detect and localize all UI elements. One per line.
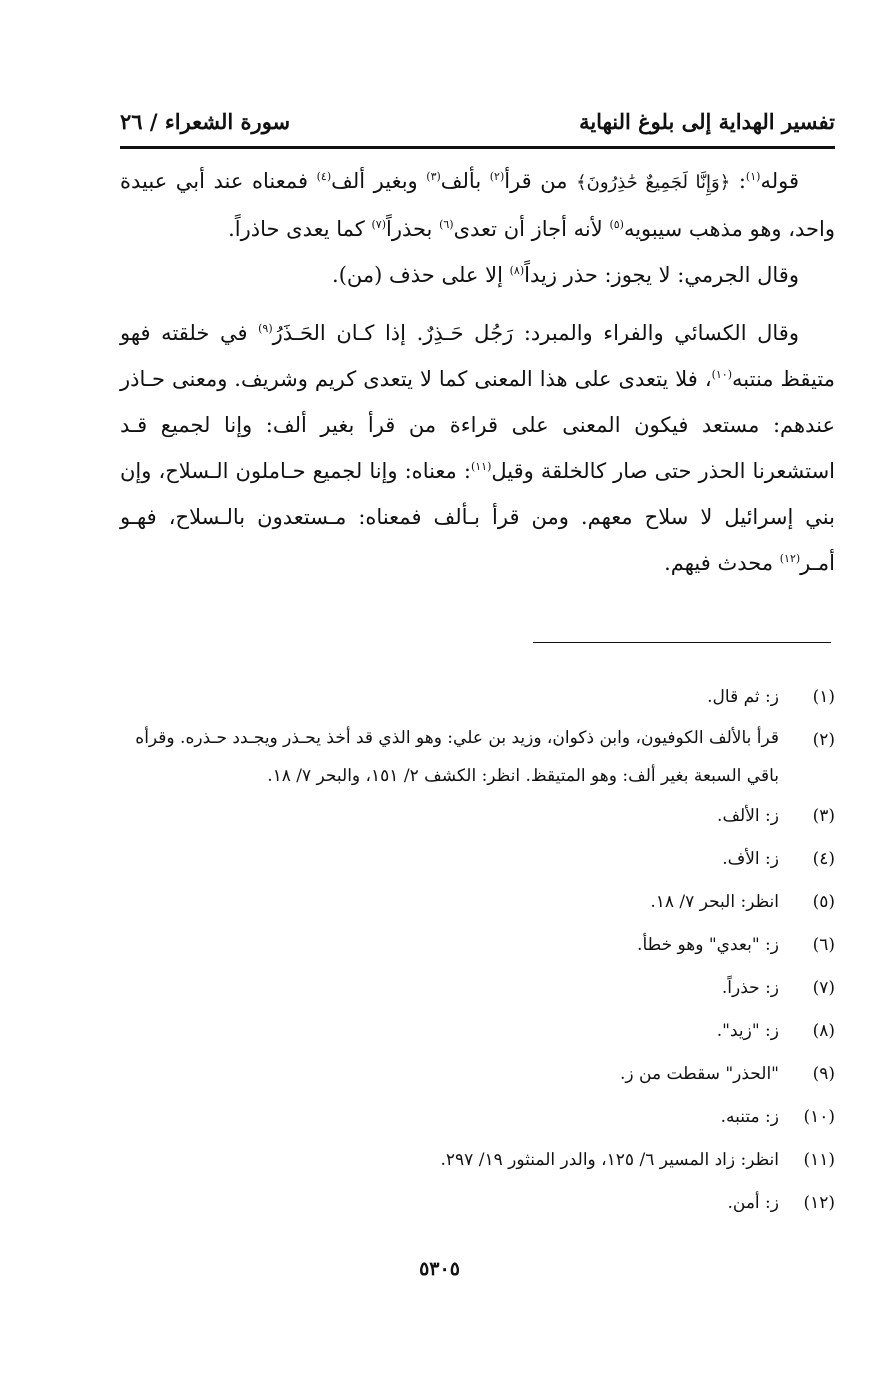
footnote-number: (٩) (812, 1064, 835, 1084)
surah-label: سورة الشعراء / ٢٦ (120, 108, 291, 134)
footnote-ref-6[interactable]: (٦) (439, 218, 454, 231)
footnote-number: (٧) (812, 978, 835, 998)
footnote-item (120, 881, 835, 924)
footnote-ref-11[interactable]: (١١) (470, 460, 492, 473)
footnote-text: انظر: زاد المسير ٦/ ١٢٥، والدر المنثور ١٩/ ٢٩٧. (440, 1150, 779, 1170)
footnotes (120, 676, 835, 1225)
header-rule (120, 146, 835, 149)
footnote-text: انظر: البحر ٧/ ١٨. (650, 892, 779, 912)
book-title: تفسير الهداية إلى بلوغ النهاية (579, 108, 835, 134)
paragraph-1: قوله$^{(١)}$: ﴿وَإِنَّا لَجَمِيعٌ حَٰذِرُونَ﴾ من قرأ$^{(٢)}$ بألف$^{(٣)}$ وبغير ألف$^{(٤)}$ فمعناه عند أبي عبيدة واحد، وهو مذهب سيبويه$^{(٥)}$ لأنه أجاز أن تعدى$^{(٦)}$ بحذراً$^{(٧)}$ كما يعدى حاذراً. (120, 169, 835, 241)
footnote-text: قرأ بالألف الكوفيون، وابن ذكوان، وزيد بن علي: وهو الذي قد أخذ يحـذر ويجـدد حـذره. وقرأه باقي السبعة بغير ألف: وهو المتيقظ. انظر: الكشف ٢/ ١٥١، والبحر ٧/ ١٨. (135, 728, 779, 786)
footnote-text: "الحذر" سقطت من ز. (619, 1064, 779, 1084)
footnote-item (120, 838, 835, 881)
footnote-number: (٢) (812, 730, 835, 750)
footnote-ref-5[interactable]: (٥) (609, 218, 624, 231)
footnote-ref-2[interactable]: (٢) (489, 170, 505, 183)
footnote-item (120, 1010, 835, 1053)
footnote-number: (١٠) (803, 1107, 835, 1127)
footnote-number: (١١) (803, 1150, 835, 1170)
quran-verse: ﴿وَإِنَّا لَجَمِيعٌ حَٰذِرُونَ﴾ (576, 172, 731, 193)
footnote-text: ز: "زيد". (716, 1021, 779, 1041)
paragraph-2: وقال الجرمي: لا يجوز: حذر زيداً$^{(٨)}$ إلا على حذف (من). (332, 263, 799, 287)
footnote-text: ز: "بعدي" وهو خطأ. (637, 935, 779, 955)
footnote-separator (533, 642, 831, 643)
footnote-number: (٥) (812, 892, 835, 912)
footnote-item (120, 795, 835, 838)
footnote-text: ز: أمن. (727, 1193, 779, 1213)
footnote-item (120, 1096, 835, 1139)
footnote-number: (٤) (812, 849, 835, 869)
footnote-ref-10[interactable]: (١٠) (711, 368, 733, 381)
footnote-text: ز: حذراً. (721, 978, 779, 998)
footnote-ref-9[interactable]: (٩) (258, 322, 273, 335)
footnote-number: (٣) (812, 806, 835, 826)
footnote-text: ز: الأف. (722, 849, 779, 869)
footnote-ref-12[interactable]: (١٢) (779, 552, 801, 565)
footnote-ref-3[interactable]: (٣) (426, 170, 441, 183)
footnote-text: ز: ثم قال. (707, 687, 779, 707)
main-text (120, 158, 835, 586)
footnote-number: (١) (812, 687, 835, 707)
footnote-ref-1[interactable]: (١) (745, 170, 761, 183)
running-header (120, 100, 835, 142)
footnote-item (120, 1053, 835, 1096)
footnote-ref-8[interactable]: (٨) (509, 264, 525, 277)
footnote-ref-7[interactable]: (٧) (371, 218, 386, 231)
footnote-item (120, 1139, 835, 1182)
page-number: ٥٣٠٥ (419, 1258, 460, 1280)
footnote-item (120, 676, 835, 719)
footnote-number: (٦) (812, 935, 835, 955)
footnote-number: (٨) (812, 1021, 835, 1041)
footnote-item (120, 719, 835, 795)
footnote-item (120, 967, 835, 1010)
footnote-text: ز: متنبه. (720, 1107, 779, 1127)
footnote-number: (١٢) (803, 1193, 835, 1213)
footnote-text: ز: الألف. (717, 806, 779, 826)
footnote-item (120, 1182, 835, 1225)
footnote-ref-4[interactable]: (٤) (316, 170, 332, 183)
footnote-item (120, 924, 835, 967)
paragraph-3: وقال الكسائي والفراء والمبرد: رَجُل حَـذِرٌ. إذا كـان الحَـذَرُ$^{(٩)}$ في خلقته فهو متيقظ منتبه$^{(١٠)}$، فلا يتعدى على هذا المعنى كما لا يتعدى كريم وشريف. ومعنى حـاذر عندهم: مستعد فيكون المعنى على قراءة من قرأ بغير ألف: وإنا لجميع قـد استشعرنا الحذر حتى صار كالخلقة وقيل$^{(١١)}$: معناه: وإنا لجميع حـاملون الـسلاح، وإن بني إسرائيل لا سلاح معهم. ومن قرأ بـألف فمعناه: مـستعدون بالـسلاح، فهـو أمـر$^{(١٢)}$ محدث فيهم. (120, 321, 836, 575)
